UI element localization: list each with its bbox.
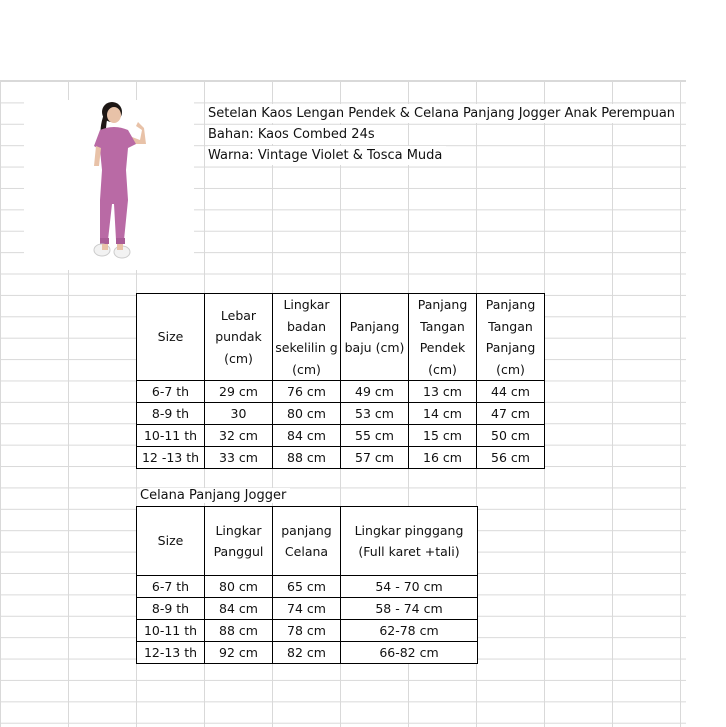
cell: 29 cm [205, 381, 273, 403]
cell: 8-9 th [137, 403, 205, 425]
cell: 32 cm [205, 425, 273, 447]
cell: 66-82 cm [341, 642, 478, 664]
cell: 76 cm [273, 381, 341, 403]
table-row [137, 620, 478, 642]
cell: 80 cm [205, 576, 273, 598]
cell: 80 cm [273, 403, 341, 425]
cell: 8-9 th [137, 598, 205, 620]
header-lingkar-badan: Lingkar badan sekelilin g (cm) [273, 294, 341, 381]
product-photo [24, 100, 194, 270]
cell: 12-13 th [137, 642, 205, 664]
product-material: Bahan: Kaos Combed 24s [208, 125, 379, 144]
cell: 47 cm [477, 403, 545, 425]
cell: 30 [205, 403, 273, 425]
pants-size-table [136, 506, 478, 664]
shirt-size-table [136, 293, 545, 469]
cell: 58 - 74 cm [341, 598, 478, 620]
cell: 33 cm [205, 447, 273, 469]
table-row [137, 447, 545, 469]
cell: 44 cm [477, 381, 545, 403]
cell: 14 cm [409, 403, 477, 425]
cell: 65 cm [273, 576, 341, 598]
product-title: Setelan Kaos Lengan Pendek & Celana Panjang Jogger Anak Perempuan [208, 104, 679, 123]
pants-section-label: Celana Panjang Jogger [140, 488, 290, 503]
cell: 92 cm [205, 642, 273, 664]
cell: 50 cm [477, 425, 545, 447]
table-row [137, 642, 478, 664]
cell: 13 cm [409, 381, 477, 403]
header-panjang-tangan-pendek: Panjang Tangan Pendek (cm) [409, 294, 477, 381]
cell: 12 -13 th [137, 447, 205, 469]
cell: 84 cm [273, 425, 341, 447]
header-lingkar-pinggang: Lingkar pinggang (Full karet +tali) [341, 507, 478, 576]
girl-model-image [24, 100, 194, 270]
table-row [137, 576, 478, 598]
cell: 53 cm [341, 403, 409, 425]
cell: 10-11 th [137, 620, 205, 642]
header-panjang-tangan-panjang: Panjang Tangan Panjang (cm) [477, 294, 545, 381]
table-row [137, 425, 545, 447]
table-row [137, 598, 478, 620]
cell: 56 cm [477, 447, 545, 469]
header-size: Size [137, 507, 205, 576]
cell: 82 cm [273, 642, 341, 664]
cell: 16 cm [409, 447, 477, 469]
cell: 6-7 th [137, 381, 205, 403]
header-panjang-celana: panjang Celana [273, 507, 341, 576]
table-row [137, 403, 545, 425]
cell: 10-11 th [137, 425, 205, 447]
header-lingkar-panggul: Lingkar Panggul [205, 507, 273, 576]
cell: 74 cm [273, 598, 341, 620]
cell: 6-7 th [137, 576, 205, 598]
cell: 84 cm [205, 598, 273, 620]
cell: 62-78 cm [341, 620, 478, 642]
table-row [137, 381, 545, 403]
cell: 88 cm [205, 620, 273, 642]
cell: 15 cm [409, 425, 477, 447]
cell: 49 cm [341, 381, 409, 403]
cell: 54 - 70 cm [341, 576, 478, 598]
header-lebar-pundak: Lebar pundak (cm) [205, 294, 273, 381]
cell: 55 cm [341, 425, 409, 447]
product-color: Warna: Vintage Violet & Tosca Muda [208, 146, 446, 165]
cell: 57 cm [341, 447, 409, 469]
header-panjang-baju: Panjang baju (cm) [341, 294, 409, 381]
cell: 78 cm [273, 620, 341, 642]
header-size: Size [137, 294, 205, 381]
cell: 88 cm [273, 447, 341, 469]
